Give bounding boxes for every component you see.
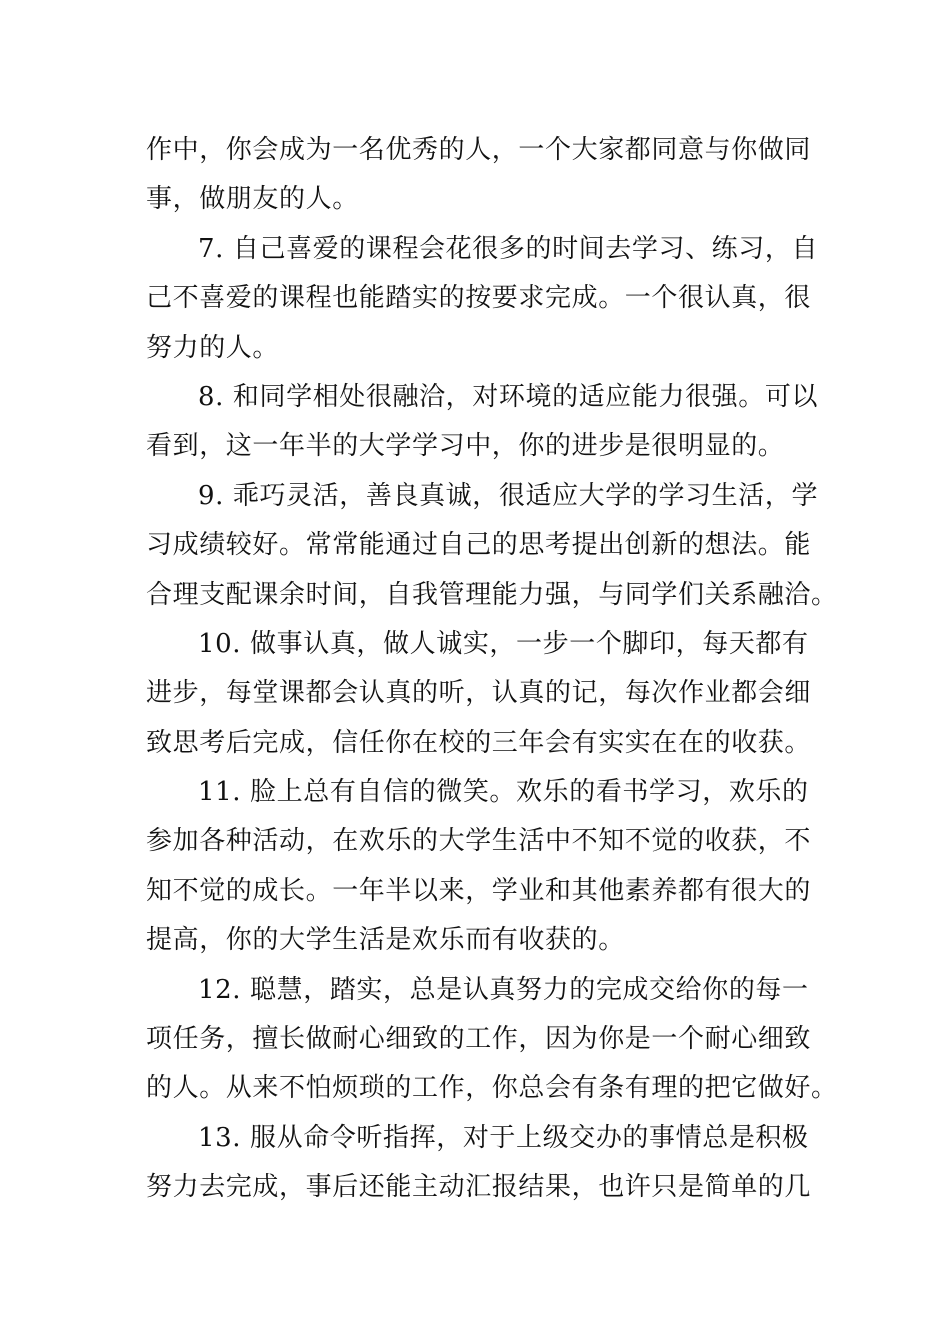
- list-item-9-line: 9. 乖巧灵活，善良真诚，很适应大学的学习生活，学: [198, 480, 819, 511]
- list-item-12-line: 12. 聪慧，踏实，总是认真努力的完成交给你的每一: [198, 974, 809, 1005]
- list-item-13-line: 13. 服从命令听指挥，对于上级交办的事情总是积极: [198, 1122, 809, 1153]
- text-line: 合理支配课余时间，自我管理能力强，与同学们关系融洽。: [146, 579, 838, 610]
- text-line: 知不觉的成长。一年半以来，学业和其他素养都有很大的: [146, 875, 812, 906]
- text-line: 致思考后完成，信任你在校的三年会有实实在在的收获。: [146, 727, 812, 758]
- document-body: [146, 126, 838, 1213]
- text-line: 项任务，擅长做耐心细致的工作，因为你是一个耐心细致: [146, 1024, 812, 1055]
- list-item-7-line: 7. 自己喜爱的课程会花很多的时间去学习、练习，自: [198, 233, 819, 264]
- list-item-11-line: 11. 脸上总有自信的微笑。欢乐的看书学习，欢乐的: [198, 777, 809, 808]
- text-line: 进步，每堂课都会认真的听，认真的记，每次作业都会细: [146, 678, 812, 709]
- text-line: 习成绩较好。常常能通过自己的思考提出创新的想法。能: [146, 530, 812, 561]
- list-item-8-line: 8. 和同学相处很融洽，对环境的适应能力很强。可以: [198, 381, 819, 412]
- text-line: 的人。从来不怕烦琐的工作，你总会有条有理的把它做好。: [146, 1073, 838, 1104]
- text-line: 事，做朋友的人。: [146, 184, 359, 215]
- list-item-10-line: 10. 做事认真，做人诚实，一步一个脚印，每天都有: [198, 628, 809, 659]
- text-line: 作中，你会成为一名优秀的人，一个大家都同意与你做同: [146, 135, 812, 165]
- text-line: 努力的人。: [146, 332, 280, 363]
- text-line: 看到，这一年半的大学学习中，你的进步是很明显的。: [146, 431, 785, 462]
- text-line: 己不喜爱的课程也能踏实的按要求完成。一个很认真，很: [146, 283, 812, 314]
- text-line: 提高，你的大学生活是欢乐而有收获的。: [146, 925, 625, 956]
- text-line: 参加各种活动，在欢乐的大学生活中不知不觉的收获，不: [146, 826, 812, 857]
- text-line: 努力去完成，事后还能主动汇报结果，也许只是简单的几: [146, 1172, 812, 1203]
